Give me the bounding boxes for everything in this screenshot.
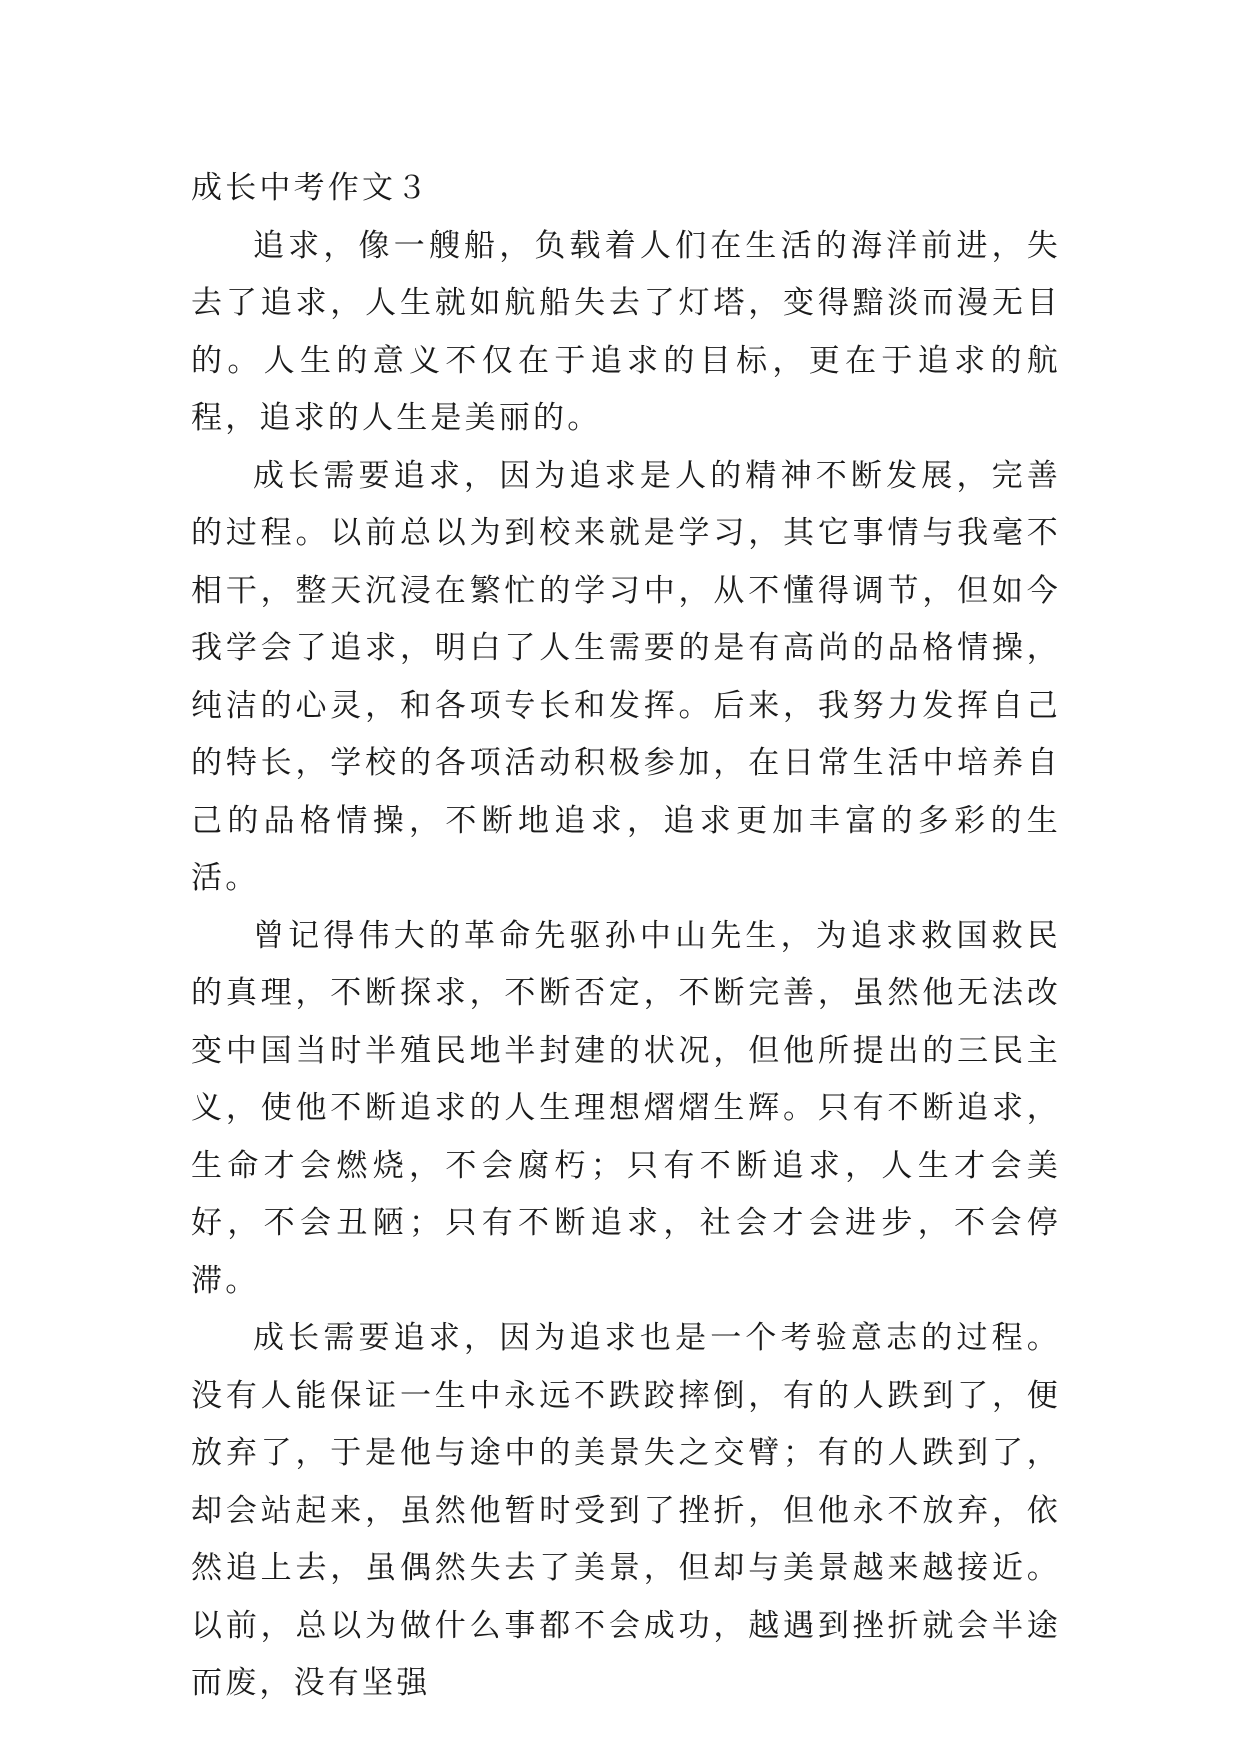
paragraph: 曾记得伟大的革命先驱孙中山先生，为追求救国救民的真理，不断探求，不断否定，不断完善，虽然他无法改变中国当时半殖民地半封建的状况，但他所提出的三民主义，使他不断追求的人生理想熠熠生辉。只有不断追求，生命才会燃烧，不会腐朽；只有不断追求，人生才会美好，不会丑陋；只有不断追求，社会才会进步，不会停滞。	[191, 917, 1061, 1299]
paragraph: 追求，像一艘船，负载着人们在生活的海洋前进，失去了追求，人生就如航船失去了灯塔，变得黯淡而漫无目的。人生的意义不仅在于追求的目标，更在于追求的航程，追求的人生是美丽的。	[191, 227, 1061, 436]
paragraph: 成长需要追求，因为追求也是一个考验意志的过程。没有人能保证一生中永远不跌跤摔倒，有的人跌到了，便放弃了，于是他与途中的美景失之交臂；有的人跌到了，却会站起来，虽然他暂时受到了挫折，但他永不放弃，依然追上去，虽偶然失去了美景，但却与美景越来越接近。以前，总以为做什么事都不会成功，越遇到挫折就会半途而废，没有坚强	[191, 1320, 1061, 1701]
document-title: 成长中考作文３	[191, 170, 431, 206]
document-body	[191, 160, 1061, 1713]
paragraph: 成长需要追求，因为追求是人的精神不断发展，完善的过程。以前总以为到校来就是学习，其它事情与我毫不相干，整天沉浸在繁忙的学习中，从不懂得调节，但如今我学会了追求，明白了人生需要的是有高尚的品格情操，纯洁的心灵，和各项专长和发挥。后来，我努力发挥自己的特长，学校的各项活动积极参加，在日常生活中培养自己的品格情操，不断地追求，追求更加丰富的多彩的生活。	[191, 457, 1061, 896]
